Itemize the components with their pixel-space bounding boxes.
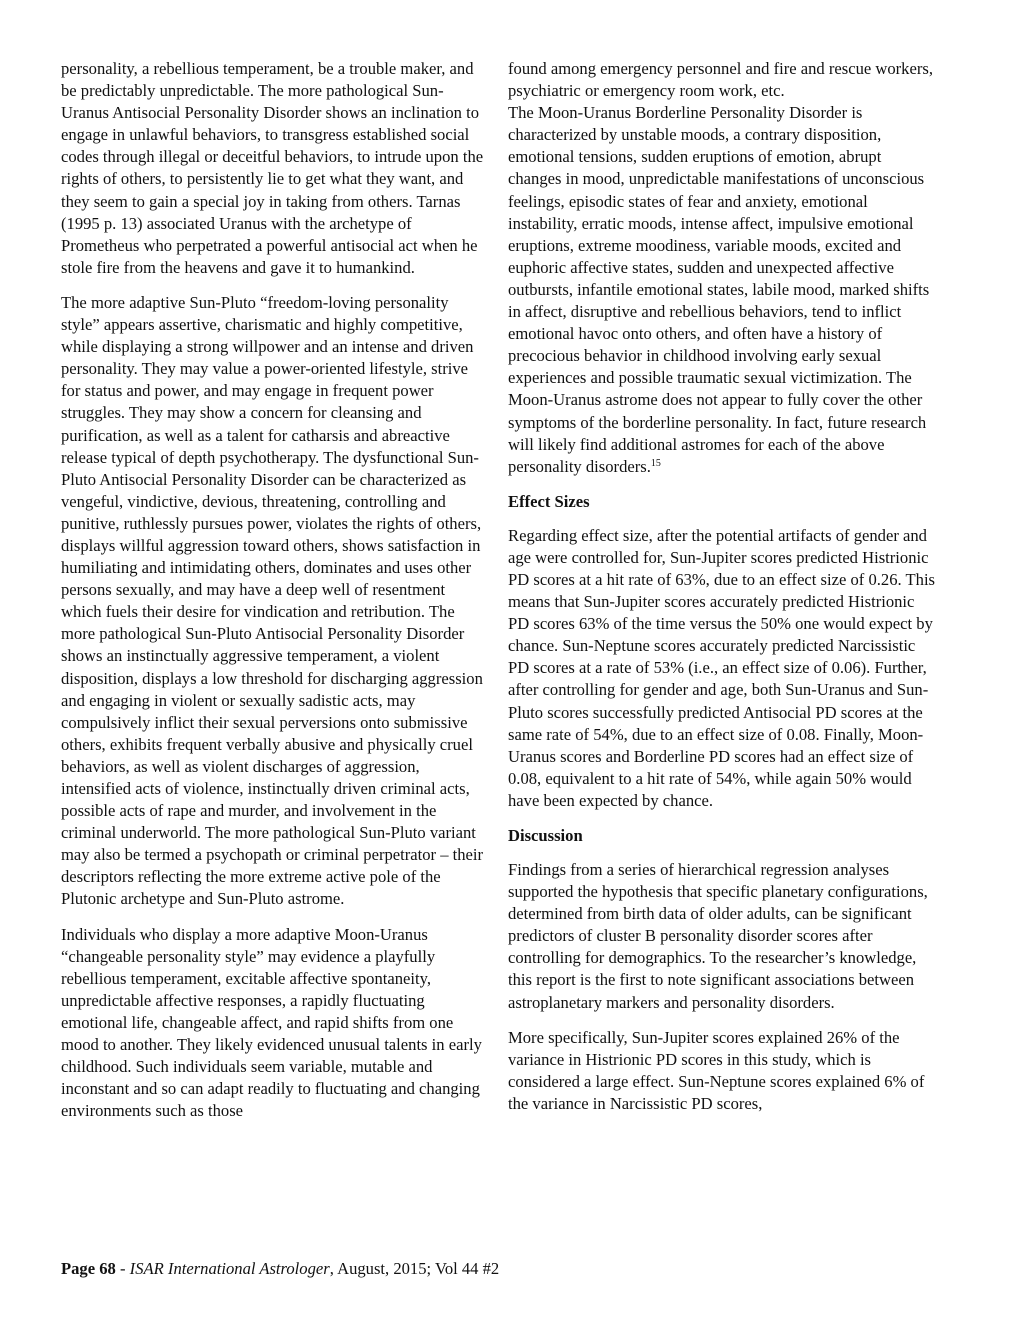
paragraph-moon-uranus-borderline <box>508 102 938 478</box>
heading-discussion: Discussion <box>508 826 583 845</box>
footer-separator: - <box>115 1259 130 1278</box>
paragraph-discussion-findings: Findings from a series of hierarchical regression analyses supported the hypothesis that specific planetary configurations, determined from birth data of older adults, can be significant predictors of cluster B personality disorder scores after controlling for demographics. To the researcher’s knowledge, this report is the first to note significant associations between astroplanetary markers and personality disorders. <box>508 860 928 1012</box>
footnote-marker: 15 <box>650 457 661 469</box>
page-footer <box>61 1258 499 1280</box>
journal-title: ISAR International Astrologer <box>129 1259 330 1278</box>
paragraph-effect-sizes: Regarding effect size, after the potential artifacts of gender and age were controlled for, Sun-Jupiter scores predicted Histrionic PD scores at a hit rate of 63%, due to an effect size of 0.26. This means that Sun-Jupiter scores accurately predicted Histrionic PD scores 63% of the time versus the 50% one would expect by chance. Sun-Neptune scores accurately predicted Narcissistic PD scores at a rate of 53% (i.e., an effect size of 0.06). Further, after controlling for gender and age, both Sun-Uranus and Sun-Pluto scores successfully predicted Antisocial PD scores at the same rate of 54%, due to an effect size of 0.08. Finally, Moon-Uranus scores and Borderline PD scores had an effect size of 0.08, equivalent to a hit rate of 54%, while again 50% would have been expected by chance. <box>508 525 936 810</box>
page-number: Page 68 <box>61 1259 116 1278</box>
paragraph-moon-uranus-adaptive: Individuals who display a more adaptive Moon-Uranus “changeable personality style” may evidence a playfully rebellious temperament, excitable affective spontaneity, unpredictable affective responses, a rapidly fluctuating emotional life, changeable affect, and rapid shifts from one mood to another. They likely evidenced unusual talents in early childhood. Such individuals seem variable, mutable and inconstant and so can adapt readily to fluctuating and changing environments such as those <box>61 924 482 1121</box>
paragraph-emergency-continued: found among emergency personnel and fire and rescue workers, psychiatric or emergency room work, etc. <box>508 59 933 101</box>
heading-effect-sizes: Effect Sizes <box>508 491 590 511</box>
right-column <box>508 58 938 1128</box>
paragraph-discussion-specifics: More specifically, Sun-Jupiter scores explained 26% of the variance in Histrionic PD scores in this study, which is considered a large effect. Sun-Neptune scores explained 6% of the variance in Narcissistic PD scores, <box>508 1027 925 1113</box>
paragraph-moon-uranus-borderline-text: The Moon-Uranus Borderline Personality Disorder is characterized by unstable moods, a contrary disposition, emotional tensions, sudden eruptions of emotion, abrupt changes in mood, unpredictable manifestations of unconscious feelings, episodic states of fear and anxiety, emotional instability, erratic moods, intense affect, impulsive emotional eruptions, extreme moodiness, variable moods, excited and euphoric affective states, sudden and unexpected affective outbursts, infantile emotional states, labile mood, marked shifts in affect, disruptive and rebellious behaviors, tend to inflict emotional havoc onto others, and often have a history of precocious behavior in childhood involving early sexual experiences and possible traumatic sexual victimization. The Moon-Uranus astrome does not appear to fully cover the other symptoms of the borderline personality. In fact, future research will likely find additional astromes for each of the above personality disorders. <box>508 103 930 476</box>
issue-info: , August, 2015; Vol 44 #2 <box>329 1259 500 1278</box>
paragraph-sun-uranus-continued: personality, a rebellious temperament, be a trouble maker, and be predictably unpredictable. The more pathological Sun-Uranus Antisocial Personality Disorder shows an inclination to engage in unlawful behaviors, to transgress established social codes through illegal or deceitful behaviors, to intrude upon the rights of others, to persistently lie to get what they want, and they seem to gain a special joy in taking from others. Tarnas (1995 p. 13) associated Uranus with the archetype of Prometheus who perpetrated a powerful antisocial act when he stole fire from the heavens and gave it to humankind. <box>61 59 484 277</box>
paragraph-sun-pluto: The more adaptive Sun-Pluto “freedom-loving personality style” appears assertive, charismatic and highly competitive, while displaying a strong willpower and an intense and driven personality. They may value a power-oriented lifestyle, strive for status and power, and may engage in frequent power struggles. They may show a concern for cleansing and purification, as well as a talent for catharsis and abreactive release typical of depth psychotherapy. The dysfunctional Sun-Pluto Antisocial Personality Disorder can be characterized as vengeful, vindictive, devious, threatening, controlling and punitive, ruthlessly pursues power, violates the rights of others, displays willful aggression toward others, shows satisfaction in humiliating and intimidating others, dominates and uses other persons sexually, and may have a deep well of resentment which fuels their desire for vindication and retribution. The more pathological Sun-Pluto Antisocial Personality Disorder shows an instinctually aggressive temperament, a violent disposition, displays a low threshold for discharging aggression and engaging in violent or sexually sadistic acts, may compulsively inflict their sexual perversions onto submissive others, exhibits frequent verbally abusive and physically cruel behaviors, as well as violent discharges of aggression, intensified acts of violence, instinctually driven criminal acts, possible acts of rape and murder, and involvement in the criminal underworld. The more pathological Sun-Pluto variant may also be termed a psychopath or criminal perpetrator – their descriptors reflecting the more extreme active pole of the Plutonic archetype and Sun-Pluto astrome. <box>61 292 484 909</box>
left-column <box>61 58 486 1135</box>
